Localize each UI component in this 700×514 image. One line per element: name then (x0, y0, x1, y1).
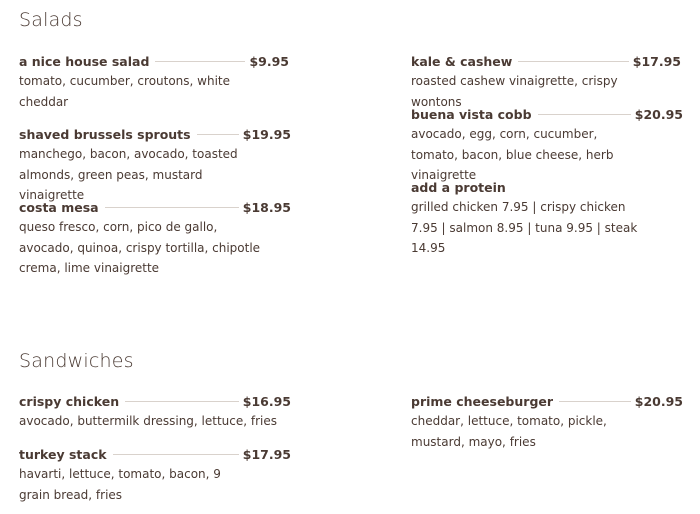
item-name: kale & cashew (411, 53, 513, 69)
menu-item (19, 124, 291, 206)
item-description: avocado, egg, corn, cucumber, tomato, bacon, blue cheese, herb vinaigrette (411, 127, 614, 182)
item-name: costa mesa (19, 199, 99, 215)
leader-line (105, 207, 239, 208)
menu-item (19, 444, 291, 505)
item-price: $19.95 (242, 126, 291, 142)
section-title-salads: Salads (19, 9, 83, 31)
item-name: turkey stack (19, 446, 107, 462)
item-description: manchego, bacon, avocado, toasted almonds, green peas, mustard vinaigrette (19, 147, 238, 202)
item-price: $17.95 (242, 446, 291, 462)
item-name: a nice house salad (19, 53, 150, 69)
item-description: roasted cashew vinaigrette, crispy wontons (411, 74, 618, 109)
item-price: $17.95 (632, 53, 681, 69)
leader-line (113, 454, 239, 455)
item-price: $16.95 (242, 393, 291, 409)
leader-line (197, 134, 239, 135)
menu-item (19, 51, 289, 112)
item-name: buena vista cobb (411, 106, 532, 122)
item-description: queso fresco, corn, pico de gallo, avocado, quinoa, crispy tortilla, chipotle crema, lime vinaigrette (19, 220, 261, 275)
item-name: shaved brussels sprouts (19, 126, 191, 142)
menu-item (411, 104, 683, 186)
item-description: avocado, buttermilk dressing, lettuce, fries (19, 414, 278, 428)
item-description: cheddar, lettuce, tomato, pickle, mustard, mayo, fries (411, 414, 607, 449)
item-price: $18.95 (242, 199, 291, 215)
menu-item (411, 391, 683, 452)
leader-line (559, 401, 631, 402)
leader-line (155, 61, 245, 62)
item-price: $20.95 (634, 393, 683, 409)
item-description: tomato, cucumber, croutons, white cheddar (19, 74, 231, 109)
menu-item-add-protein (411, 177, 683, 259)
leader-line (518, 61, 628, 62)
item-name: prime cheeseburger (411, 393, 554, 409)
item-name: crispy chicken (19, 393, 120, 409)
item-price: $20.95 (634, 106, 683, 122)
menu-item (411, 51, 681, 112)
leader-line (538, 114, 631, 115)
item-name: add a protein (411, 179, 506, 195)
item-description: grilled chicken 7.95 | crispy chicken 7.95 | salmon 8.95 | tuna 9.95 | steak 14.95 (411, 200, 638, 255)
item-price: $9.95 (249, 53, 289, 69)
item-description: havarti, lettuce, tomato, bacon, 9 grain bread, fries (19, 467, 221, 502)
menu-item (19, 391, 291, 432)
menu-item (19, 197, 291, 279)
leader-line (125, 401, 239, 402)
section-title-sandwiches: Sandwiches (19, 350, 134, 372)
